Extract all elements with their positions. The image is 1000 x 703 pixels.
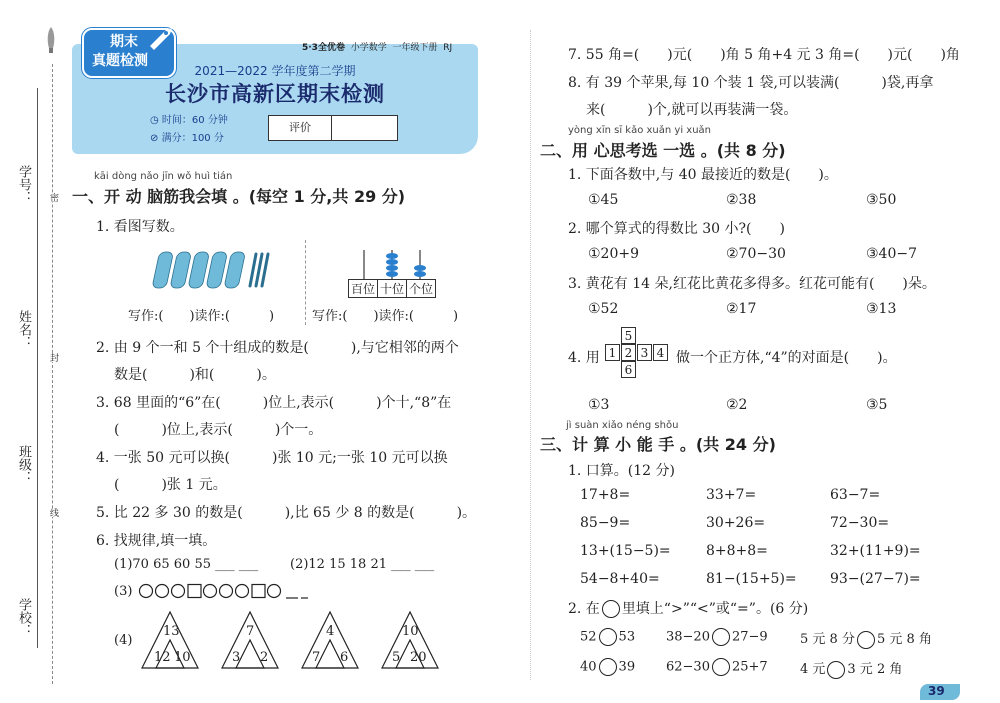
cmp-1-1: 39 <box>618 659 636 675</box>
calc-q2-prefix: 2. 在 <box>568 601 600 617</box>
choice-q4-prefix: 4. 用 <box>568 350 600 366</box>
oral-3-0[interactable]: 54−8+40= <box>580 571 660 587</box>
right-q8-line2: 来( )个,就可以再装满一袋。 <box>586 102 798 118</box>
place-hundreds: 百位 <box>349 280 378 297</box>
oral-1-1[interactable]: 30+26= <box>706 515 766 531</box>
left-q4-line2: ( )张 1 元。 <box>114 477 227 493</box>
left-q6-3: (3) <box>114 584 133 599</box>
class-label: 班级： <box>16 445 31 484</box>
oral-2-2[interactable]: 32+(11+9)= <box>830 543 921 559</box>
left-q5: 5. 比 22 多 30 的数是( ),比 65 少 8 的数是( )。 <box>96 505 477 521</box>
cmp-1-0: 40 <box>580 659 597 675</box>
circle-blank-icon <box>602 600 620 618</box>
left-q6: 6. 找规律,填一填。 <box>96 533 217 549</box>
compare-circle[interactable] <box>857 631 875 649</box>
dashed-binding-line <box>52 64 53 684</box>
compare-row-2b <box>666 658 768 676</box>
right-q8-line1: 8. 有 39 个苹果,每 10 个装 1 袋,可以装满( )袋,再拿 <box>568 75 934 91</box>
subject: 小学数学 <box>350 43 387 53</box>
edition: RJ <box>443 43 453 53</box>
net-cell-1: 1 <box>605 344 620 361</box>
evaluation-box <box>268 115 398 141</box>
choice-q1-opt1[interactable]: ①45 <box>588 192 619 208</box>
abacus-illustration <box>350 248 435 280</box>
oral-math-grid <box>580 487 960 597</box>
page-divider <box>530 30 531 680</box>
left-q6-1: (1)70 65 60 55 ___ ___ <box>114 557 259 572</box>
rod-bundles-illustration <box>150 250 270 290</box>
place-ones: 个位 <box>409 282 434 296</box>
left-q4-line1: 4. 一张 50 元可以换( )张 10 元;一张 10 元可以换 <box>96 450 448 466</box>
cmp-1-5: 3 元 2 角 <box>847 662 903 677</box>
choice-q3-opt3[interactable]: ③13 <box>866 301 897 317</box>
time-info <box>150 111 228 126</box>
tri2-left: 3 <box>232 650 241 665</box>
compare-circle[interactable] <box>827 661 845 679</box>
net-cell-3: 3 <box>637 344 652 361</box>
tri2-right: 2 <box>260 650 269 665</box>
time-text: 时间：60 分钟 <box>161 115 228 126</box>
tri3-right: 6 <box>340 650 349 665</box>
cmp-0-3: 27−9 <box>731 629 768 645</box>
section2-pinyin: yòng xīn sī kǎo xuǎn yi xuǎn <box>568 125 711 136</box>
right-q7: 7. 55 角=( )元( )角 5 角+4 元 3 角=( )元( )角 <box>568 47 960 63</box>
left-q1-answer-a[interactable]: 写作:( )读作:( ) <box>128 309 275 324</box>
oral-1-0[interactable]: 85−9= <box>580 515 631 531</box>
section3-pinyin: jì suàn xiǎo néng shǒu <box>566 420 679 431</box>
cmp-0-5: 5 元 8 角 <box>876 632 932 647</box>
clock-icon: ◷ <box>150 115 159 126</box>
left-q2-line1: 2. 由 9 个一和 5 个十组成的数是( ),与它相邻的两个 <box>96 340 459 356</box>
fold-mark: 封 <box>48 353 58 362</box>
compare-row-2 <box>580 658 635 676</box>
cmp-0-2: 38−20 <box>666 629 710 645</box>
rocket-icon <box>44 26 58 56</box>
calc-q2 <box>568 598 808 618</box>
compare-circle[interactable] <box>599 628 617 646</box>
cmp-0-1: 53 <box>618 629 636 645</box>
left-q6-4: (4) <box>114 633 133 648</box>
tri4-right: 20 <box>410 650 427 665</box>
net-cell-bottom: 6 <box>621 361 636 378</box>
oral-3-2[interactable]: 93−(27−7)= <box>830 571 921 587</box>
shape-pattern <box>138 582 308 600</box>
cmp-0-0: 52 <box>580 629 597 645</box>
compare-circle[interactable] <box>712 628 730 646</box>
section2-title: 二、用 心思考选 一选 。(共 8 分) <box>540 141 786 160</box>
compare-row-1b <box>666 628 768 646</box>
net-cell-top: 5 <box>621 327 636 344</box>
tri4-left: 5 <box>392 650 401 665</box>
left-q3-line1: 3. 68 里面的“6”在( )位上,表示( )个十,“8”在 <box>96 395 452 411</box>
compare-circle[interactable] <box>599 658 617 676</box>
evaluation-label: 评价 <box>269 116 332 140</box>
name-label: 姓名： <box>16 310 31 349</box>
compare-row-1c <box>800 628 932 649</box>
oral-3-1[interactable]: 81−(15+5)= <box>706 571 797 587</box>
choice-q4-suffix: 做一个正方体,“4”的对面是( )。 <box>676 350 897 366</box>
rocket-badge-icon <box>146 26 176 50</box>
tri1-top: 13 <box>163 624 180 639</box>
badge-line1: 期末 <box>110 34 138 50</box>
choice-q3-opt2[interactable]: ②17 <box>726 301 757 317</box>
choice-q4-opt2[interactable]: ②2 <box>726 397 748 413</box>
oral-2-0[interactable]: 13+(15−5)= <box>580 543 671 559</box>
solid-binding-line <box>37 88 38 648</box>
oral-0-0[interactable]: 17+8= <box>580 487 631 503</box>
tri3-top: 4 <box>326 624 335 639</box>
left-q3-line2: ( )位上,表示( )个一。 <box>114 422 323 438</box>
choice-q3: 3. 黄花有 14 朵,红花比黄花多得多。红花可能有( )朵。 <box>568 276 936 292</box>
check-icon: ⊘ <box>150 133 159 144</box>
choice-q1: 1. 下面各数中,与 40 最接近的数是( )。 <box>568 167 838 183</box>
choice-q4-opt1[interactable]: ①3 <box>588 397 610 413</box>
tri3-left: 7 <box>312 650 321 665</box>
tri4-top: 10 <box>402 624 419 639</box>
score-text: 满分：100 分 <box>161 133 224 144</box>
place-value-labels <box>348 279 436 298</box>
section1-pinyin: kāi dòng nǎo jīn wǒ huì tián <box>94 171 233 182</box>
grade: 一年级下册 <box>392 43 438 53</box>
page-title: 长沙市高新区期末检测 <box>165 82 385 106</box>
oral-1-2[interactable]: 72−30= <box>830 515 890 531</box>
page-number: 39 <box>928 684 945 698</box>
series-name: 5·3全优卷 <box>302 43 345 53</box>
left-q1-answer-b[interactable]: 写作:( )读作:( ) <box>312 309 459 324</box>
left-q1: 1. 看图写数。 <box>96 219 184 235</box>
net-cell-2: 2 <box>621 344 636 361</box>
choice-q4-opt3[interactable]: ③5 <box>866 397 888 413</box>
section1-title: 一、开 动 脑筋我会填 。(每空 1 分,共 29 分) <box>72 187 406 206</box>
compare-row-1 <box>580 628 635 646</box>
cmp-1-2: 62−30 <box>666 659 710 675</box>
calc-q1: 1. 口算。(12 分) <box>568 463 675 479</box>
tri2-top: 7 <box>246 624 255 639</box>
cmp-0-4: 5 元 8 分 <box>800 632 855 647</box>
left-q6-2: (2)12 15 18 21 ___ ___ <box>290 557 435 572</box>
choice-q1-opt3[interactable]: ③50 <box>866 192 897 208</box>
section3-title: 三、计 算 小 能 手 。(共 24 分) <box>540 435 776 454</box>
calc-q2-suffix: 里填上“>”“<”或“=”。(6 分) <box>621 601 809 617</box>
number-label: 学号： <box>16 165 31 204</box>
school-label: 学校： <box>16 598 31 637</box>
choice-q1-opt2[interactable]: ②38 <box>726 192 757 208</box>
choice-q2-opt2[interactable]: ②70−30 <box>726 246 786 262</box>
compare-row-2c <box>800 658 902 679</box>
oral-0-2[interactable]: 63−7= <box>830 487 881 503</box>
seal-mark: 密 <box>48 193 58 202</box>
tri1-left: 12 <box>154 650 171 665</box>
tri1-right: 10 <box>174 650 191 665</box>
place-tens: 十位 <box>378 280 407 297</box>
school-year: 2021—2022 学年度第二学期 <box>194 64 356 78</box>
cube-net <box>605 327 670 382</box>
left-q2-line2: 数是( )和( )。 <box>114 367 276 383</box>
choice-q3-opt1[interactable]: ①52 <box>588 301 619 317</box>
score-info <box>150 129 224 144</box>
choice-q2: 2. 哪个算式的得数比 30 小?( ) <box>568 221 785 237</box>
header-meta <box>302 40 452 53</box>
triangle-puzzles <box>140 610 460 670</box>
line-mark: 线 <box>48 508 58 517</box>
divider-dashed <box>305 240 306 325</box>
cmp-1-3: 25+7 <box>731 659 768 675</box>
oral-2-1[interactable]: 8+8+8= <box>706 543 768 559</box>
badge-line2: 真题检测 <box>92 53 148 69</box>
choice-q2-opt3[interactable]: ③40−7 <box>866 246 918 262</box>
compare-circle[interactable] <box>712 658 730 676</box>
net-cell-4: 4 <box>653 344 668 361</box>
choice-q2-opt1[interactable]: ①20+9 <box>588 246 640 262</box>
cmp-1-4: 4 元 <box>800 662 826 677</box>
oral-0-1[interactable]: 33+7= <box>706 487 757 503</box>
